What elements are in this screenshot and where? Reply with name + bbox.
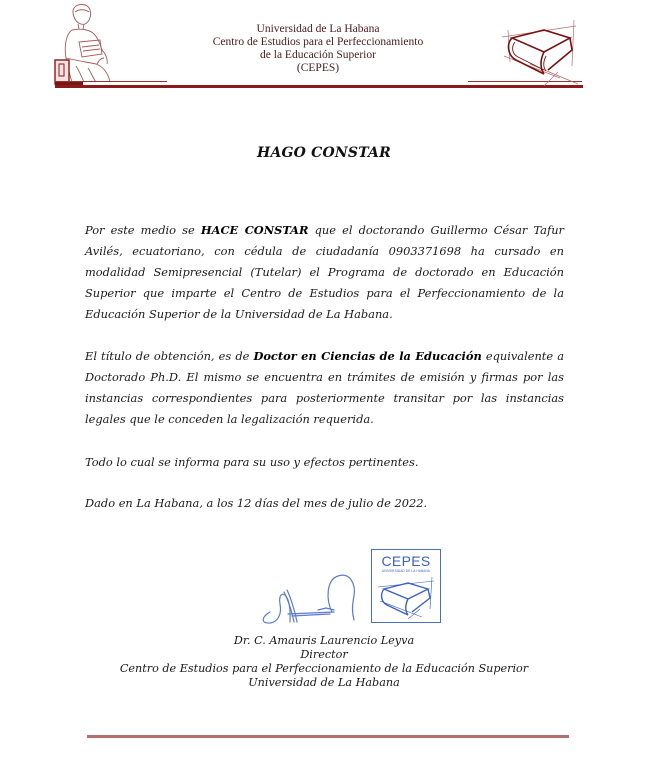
institution-header [160, 23, 476, 75]
stamp-title: CEPES [381, 553, 431, 569]
header-line-university: Universidad de La Habana [256, 23, 380, 35]
signatory-name: Dr. C. Amauris Laurencio Leyva [233, 634, 415, 647]
signatory-block [90, 634, 558, 690]
paragraph-degree [85, 346, 564, 430]
header-line-education: de la Educación Superior [260, 49, 376, 61]
document-title: HAGO CONSTAR [257, 145, 391, 161]
paragraph-purpose: Todo lo cual se informa para su uso y efectos pertinentes. [85, 455, 419, 469]
header-thin-rule-left [55, 81, 167, 82]
signatory-university: Universidad de La Habana [248, 676, 400, 689]
cepes-stamp [371, 549, 441, 623]
signatory-role: Director [300, 648, 348, 661]
stamp-book-icon [376, 575, 436, 619]
p1-intro: Por este medio se [85, 223, 201, 237]
paragraph-date: Dado en La Habana, a los 12 días del mes de julio de 2022. [85, 496, 428, 510]
p1-body: que el doctorando Guillermo César Tafur Avilés, ecuatoriano, con cédula de ciudadanía 0903371698 ha cursado en modalidad Semipresencial (Tutelar) el Programa de doctorado en Educación Superior que imparte el Centro de Estudios para el Perfeccionamiento de la Educación Superior de la Universidad de La Habana. [85, 223, 564, 321]
p2-body: equivalente a Doctorado Ph.D. El mismo se encuentra en trámites de emisión y firmas por las instancias correspondientes para posteriormente transitar por las instancias legales que le conceden la legalización requerida. [85, 349, 564, 426]
p2-degree-name: Doctor en Ciencias de la Educación [253, 349, 482, 363]
paragraph-certification [85, 220, 564, 325]
signature [256, 570, 366, 626]
header-line-acronym: (CEPES) [296, 62, 340, 74]
p2-intro: El título de obtención, es de [85, 349, 254, 363]
stamp-subtitle: UNIVERSIDAD DE LA HABANA [381, 569, 431, 573]
signatory-institution: Centro de Estudios para el Perfeccionamiento de la Educación Superior [119, 662, 529, 675]
p1-emphasis: HACE CONSTAR [200, 223, 309, 237]
seated-figure-logo [52, 2, 122, 86]
book-logo [500, 16, 580, 86]
footer-rule [87, 735, 569, 738]
header-line-center: Centro de Estudios para el Perfeccionamiento [212, 36, 424, 48]
